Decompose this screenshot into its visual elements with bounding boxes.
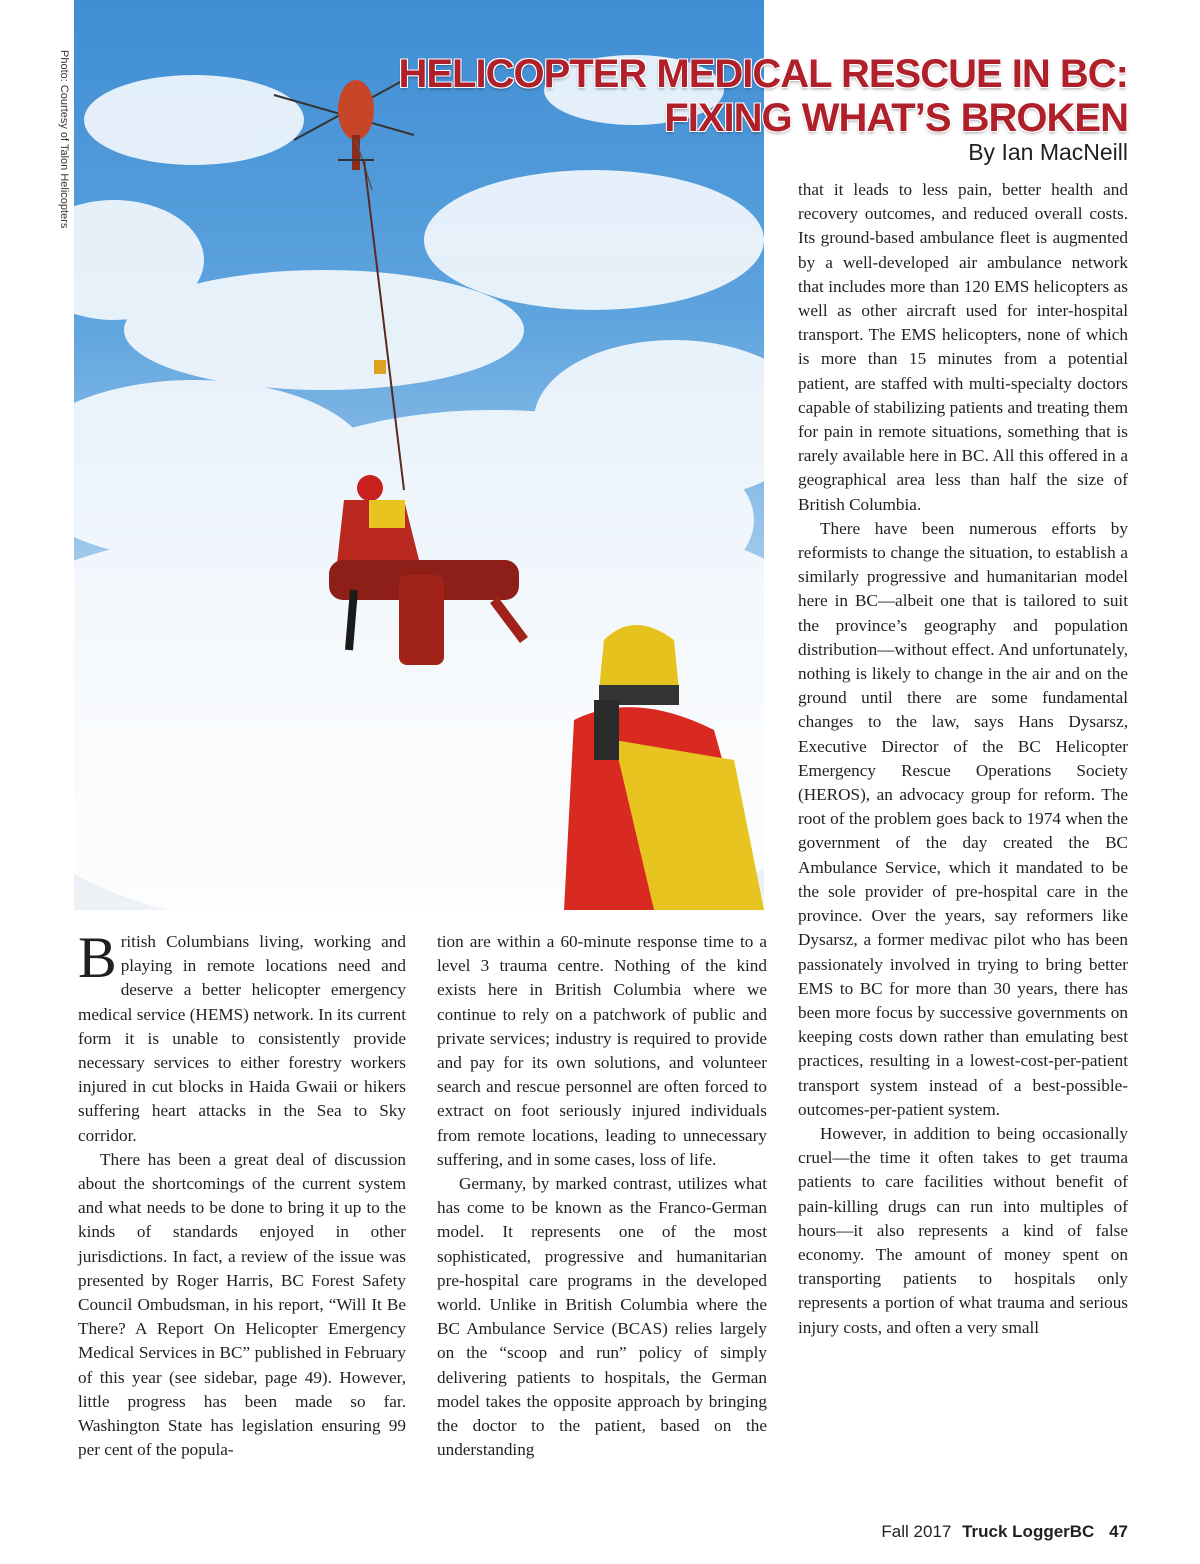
article-column-1 [78, 925, 406, 1462]
article-column-3 [798, 178, 1128, 1340]
byline: By Ian MacNeill [968, 139, 1128, 165]
magazine-name: Truck LoggerBC [962, 1522, 1095, 1541]
paragraph-text: ritish Columbians living, working and playing in remote locations need and deserve a better helicopter emergency medical service (HEMS) network. In its current form it is unable to consistently provide necessary services to either forestry workers injured in cut blocks in Haida Gwaii or hikers suffering heart attacks in the Sea to Sky corridor. [78, 932, 406, 1145]
page-number: 47 [1109, 1522, 1128, 1541]
headline-line-2: FIXING WHAT’S BROKEN [664, 96, 1128, 140]
paragraph: tion are within a 60-minute response time to a level 3 trauma centre. Nothing of the kind exists here in British Columbia where we continue to rely on a patchwork of public and private services; industry is required to provide and pay for its own solutions, and volunteer search and rescue personnel are often forced to extract on foot seriously injured individuals from remote locations, leading to unnecessary suffering, and in some cases, loss of life. [437, 932, 767, 1169]
photo-credit [52, 50, 72, 250]
drop-cap: B [78, 925, 117, 990]
page-footer [881, 1522, 1128, 1542]
paragraph: However, in addition to being occasionally cruel—the time it often takes to get trauma patients to care facilities without benefit of pain-killing drugs can run into multiples of hours—it also represents a kind of false economy. The amount of money spent on transporting patients to hospitals only represents a portion of what trauma and serious injury costs, and often a very small [798, 1123, 1128, 1337]
article-column-2 [437, 930, 767, 1462]
headline [398, 52, 1128, 140]
paragraph [78, 925, 406, 1148]
photo-credit-text: Photo: Courtesy of Talon Helicopters [58, 50, 70, 229]
paragraph: There have been numerous efforts by reformists to change the situation, to establish a similarly progressive and humanitarian model here in BC—albeit one that is tailored to suit the province’s geography and population distribution—without effect. And unfortunately, nothing is likely to change in the air and on the ground until there are some fundamental changes to the law, says Hans Dysarsz, Executive Director of the BC Helicopter Emergency Rescue Operations Society (HEROS), an advocacy group for reform. The root of the problem goes back to 1974 when the government of the day created the BC Ambulance Service, which it mandated to be the sole provider of pre-hospital care in the province. Over the years, say reformers like Dysarsz, a former medivac pilot who has been passionately involved in trying to bring better EMS to BC for more than 30 years, there has been more focus by successive governments on keeping costs down rather than emulating best practices, resulting in a lowest-cost-per-patient transport system instead of a best-possible-outcomes-per-patient system. [798, 518, 1128, 1119]
hoist-hook [374, 360, 386, 374]
paragraph: Germany, by marked contrast, utilizes what has come to be known as the Franco-German model. It represents one of the most sophisticated, progressive and humanitarian pre-hospital care programs in the developed world. Unlike in British Columbia where the BC Ambulance Service (BCAS) relies largely on the “scoop and run” policy of simply delivering patients to hospitals, the German model takes the opposite approach by bringing the doctor to the patient, based on the understanding [437, 1174, 767, 1460]
paragraph: There has been a great deal of discussion about the shortcomings of the current system and what needs to be done to bring it up to the kinds of standards enjoyed in other jurisdictions. In fact, a review of the issue was presented by Roger Harris, BC Forest Safety Council Ombudsman, in his report, “Will It Be There? A Report On Helicopter Emergency Medical Services in BC” published in February of this year (see sidebar, page 49). However, little progress has been made so far. Washington State has legislation ensuring 99 per cent of the popula- [78, 1149, 406, 1460]
headline-line-1: HELICOPTER MEDICAL RESCUE IN BC: [398, 52, 1128, 96]
paragraph: that it leads to less pain, better health and recovery outcomes, and reduced overall costs. Its ground-based ambulance fleet is augmented by a well-developed air ambulance network that includes more than 120 EMS helicopters as well as other aircraft used for inter-hospital transport. The EMS helicopters, none of which is more than 15 minutes from a potential patient, are staffed with multi-specialty doctors capable of stabilizing patients and treating them for pain in remote situations, something that is rarely available here in BC. All this offered in a geographical area less than half the size of British Columbia. [798, 180, 1128, 514]
issue-date: Fall 2017 [881, 1522, 952, 1541]
